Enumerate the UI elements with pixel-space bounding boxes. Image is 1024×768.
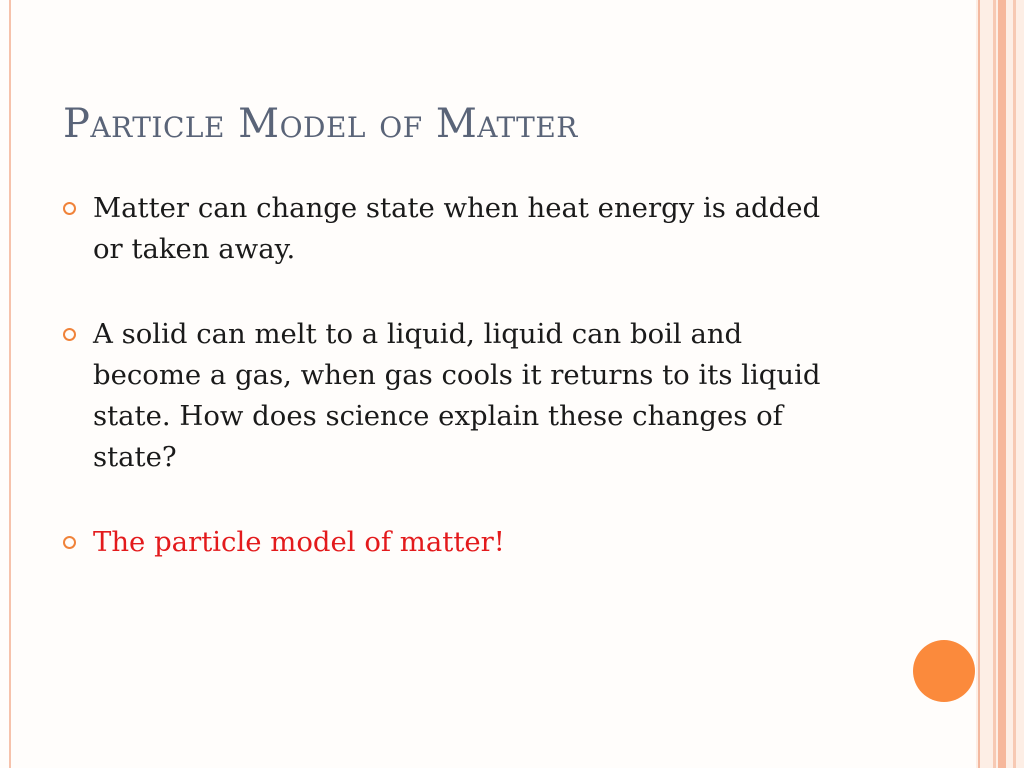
bullet-text: A solid can melt to a liquid, liquid can boil and become a gas, when gas cools it returns to its liquid state. How does science explain these changes of state?	[93, 318, 821, 473]
bullet-text: Matter can change state when heat energy is added or taken away.	[93, 192, 821, 265]
slide-title: Particle Model of Matter	[63, 101, 578, 147]
right-stripe	[998, 0, 1006, 768]
right-stripe	[993, 0, 996, 768]
circle-bullet-icon	[63, 202, 76, 215]
right-stripe	[978, 0, 980, 768]
bullet-list	[63, 188, 853, 607]
bullet-text: The particle model of matter!	[93, 526, 505, 558]
orange-circle-decoration	[913, 640, 975, 702]
bullet-item	[63, 314, 853, 478]
right-stripe	[1013, 0, 1016, 768]
circle-bullet-icon	[63, 536, 76, 549]
bullet-item-highlight	[63, 522, 853, 563]
circle-bullet-icon	[63, 328, 76, 341]
bullet-item	[63, 188, 853, 270]
left-border-line	[9, 0, 11, 768]
